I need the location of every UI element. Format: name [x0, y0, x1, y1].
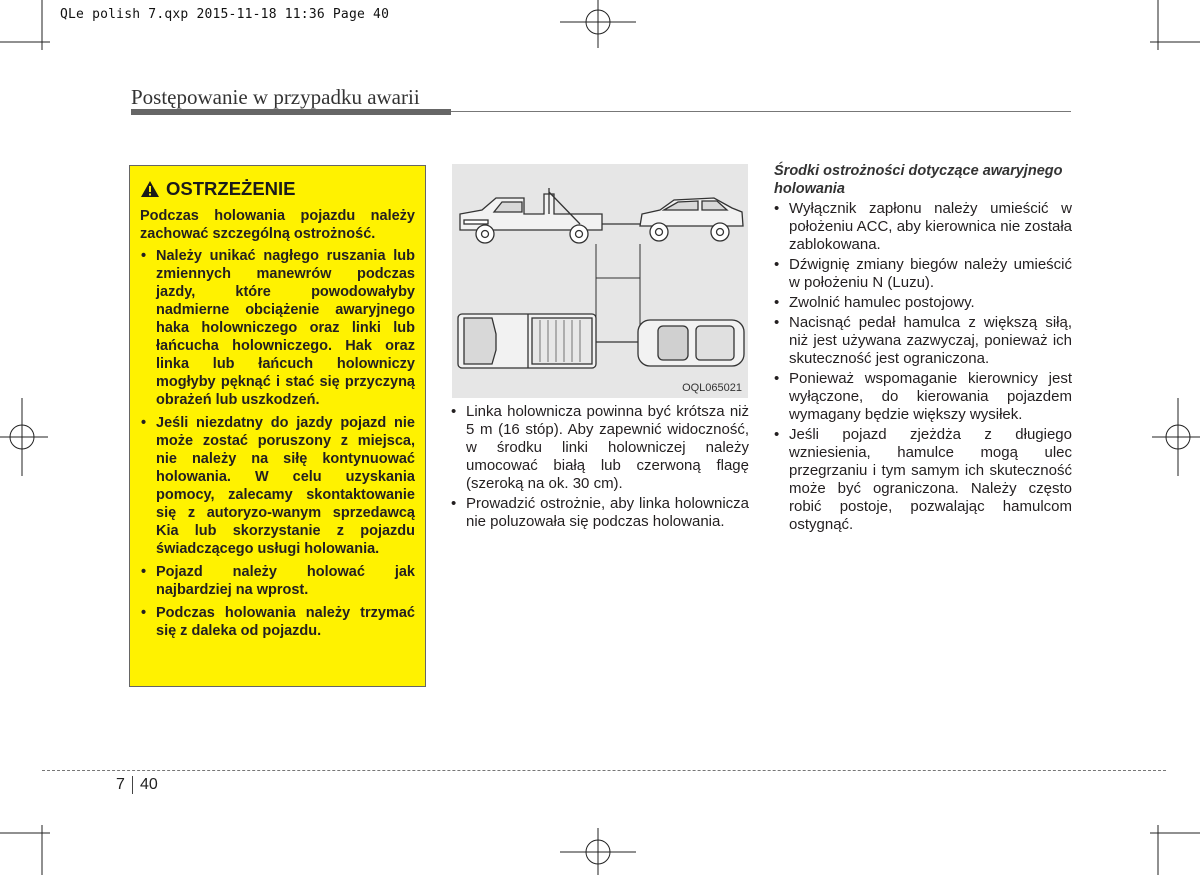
towing-rope-list [449, 403, 749, 531]
chapter-number: 7 [116, 776, 125, 793]
illustration-code: OQL065021 [682, 382, 742, 394]
towing-illustration [452, 164, 748, 398]
print-slug-line: QLe polish 7.qxp 2015-11-18 11:36 Page 40 [60, 7, 390, 22]
header-accent-bar [131, 109, 451, 115]
suv-top-image [638, 320, 744, 366]
list-item: • Wyłącznik zapłonu należy umieścić w położeniu ACC, aby kierownica nie została zablokowana. [772, 200, 1072, 254]
warning-title: OSTRZEŻENIE [166, 178, 296, 199]
list-item: • Jeśli pojazd zjeżdża z długiego wzniesienia, hamulce mogą ulec przegrzaniu i tym samym ich skuteczność może być ograniczona. Należy często robić postoje, pozwalając hamulcom ostygnąć. [772, 426, 1072, 534]
list-item: • Prowadzić ostrożnie, aby linka holownicza nie poluzowała się podczas holowania. [449, 495, 749, 531]
warning-triangle-icon [140, 180, 160, 198]
right-column [772, 162, 1072, 536]
page-number: 40 [140, 776, 158, 793]
list-item: • Ponieważ wspomaganie kierownicy jest wyłączone, do kierowania pojazdem wymagany będzie większy wysiłek. [772, 370, 1072, 424]
list-item: • Linka holownicza powinna być krótsza niż 5 m (16 stóp). Aby zapewnić widoczność, w środku linki holowniczej należy umocować białą lub czerwoną flagę (szeroką na ok. 30 cm). [449, 403, 749, 493]
warning-item: • Pojazd należy holować jak najbardziej na wprost. [140, 563, 415, 599]
list-item: • Dźwignię zmiany biegów należy umieścić w położeniu N (Luzu). [772, 256, 1072, 292]
tow-truck-top-image [458, 314, 596, 368]
warning-intro: Podczas holowania pojazdu należy zachować szczególną ostrożność. [140, 208, 415, 242]
subsection-heading: Środki ostrożności dotyczące awaryjnego holowania [774, 163, 1063, 197]
warning-list [140, 247, 415, 640]
precautions-list [772, 200, 1072, 534]
list-item: • Zwolnić hamulec postojowy. [772, 294, 1072, 312]
middle-column [449, 403, 749, 533]
warning-item: • Jeśli niezdatny do jazdy pojazd nie może zostać poruszony z miejsca, nie należy na siłę kontynuować holowania. W celu uzyskania pomocy, zalecamy skontaktowanie się z autoryzo-wanym sprzedawcą Kia lub skorzystanie z pojazdu świadczącego usługi holowania. [140, 414, 415, 558]
list-item: • Nacisnąć pedał hamulca z większą siłą, niż jest używana zazwyczaj, ponieważ ich skuteczność jest ograniczona. [772, 314, 1072, 368]
section-title: Postępowanie w przypadku awarii [131, 85, 420, 109]
warning-box [129, 165, 426, 687]
warning-item: • Należy unikać nagłego ruszania lub zmiennych manewrów podczas jazdy, które powodowałyby nadmierne obciążenie awaryjnego haka holowniczego oraz linki lub łańcucha holowniczego. Hak oraz linka lub łańcuch holowniczy mogłyby pęknąć i stać się przyczyną obrażeń lub uszkodzeń. [140, 247, 415, 409]
warning-item: • Podczas holowania należy trzymać się z daleka od pojazdu. [140, 604, 415, 640]
footer-rule [42, 770, 1166, 771]
warning-heading [140, 178, 415, 200]
page-number-separator [132, 776, 133, 794]
